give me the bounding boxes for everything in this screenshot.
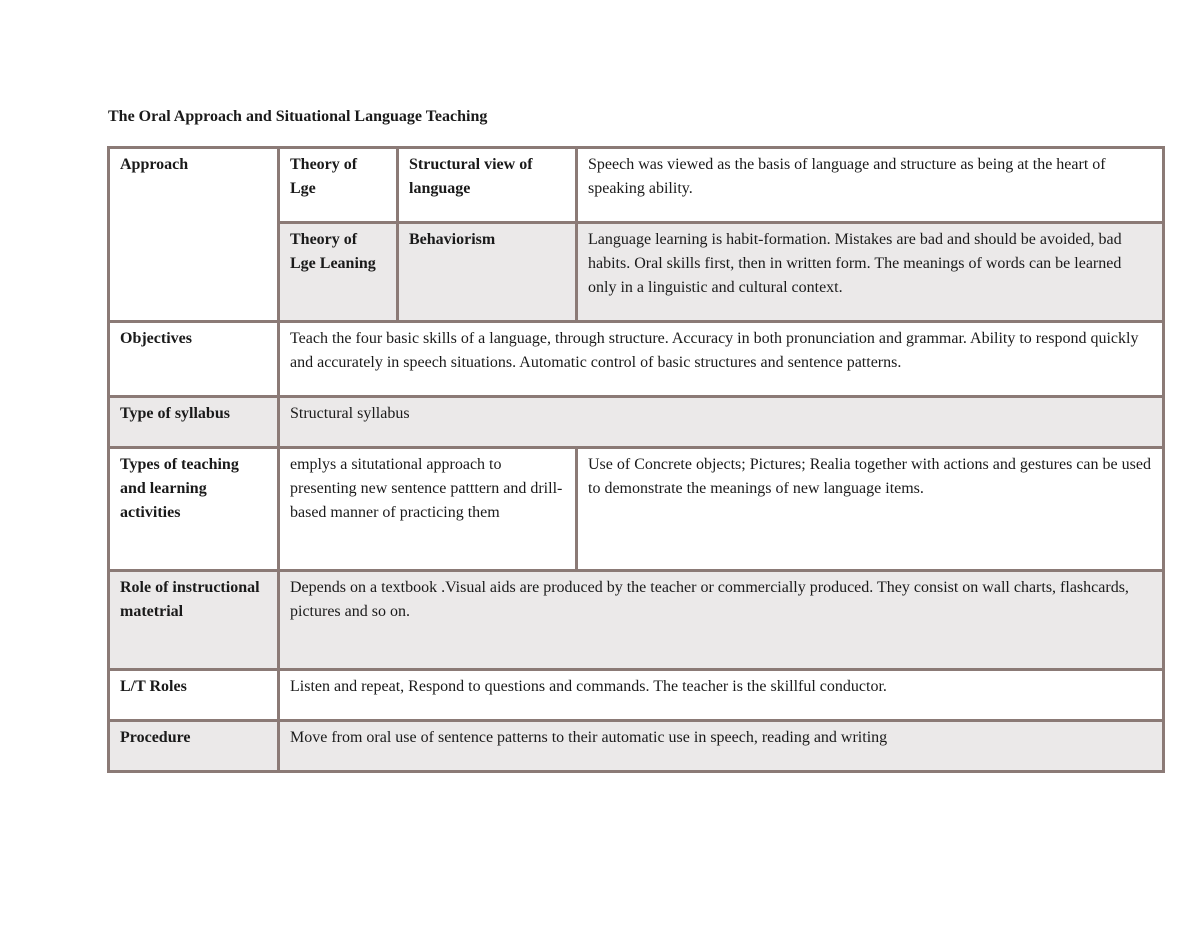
activities-approach-text: emplys a situtational approach to presenting new sentence patttern and drill- based manner of practicing them: [279, 448, 577, 571]
method-summary-table: [107, 146, 1165, 773]
theory-of-learning-label: Theory of Lge Leaning: [279, 223, 398, 322]
table-row-objectives: [109, 322, 1164, 397]
roles-label: L/T Roles: [109, 670, 279, 721]
activities-materials-text: Use of Concrete objects; Pictures; Realia together with actions and gestures can be used to demonstrate the meanings of new language items.: [577, 448, 1164, 571]
theory-of-language-description: Speech was viewed as the basis of language and structure as being at the heart of speaking ability.: [577, 148, 1164, 223]
approach-label: Approach: [109, 148, 279, 322]
behaviorism-label: Behaviorism: [398, 223, 577, 322]
syllabus-text: Structural syllabus: [279, 397, 1164, 448]
activities-label: Types of teaching and learning activities: [109, 448, 279, 571]
table-row-material: [109, 571, 1164, 670]
theory-of-learning-description: Language learning is habit-formation. Mistakes are bad and should be avoided, bad habits. Oral skills first, then in written form. The meanings of words can be learned only in a linguistic and cultural context.: [577, 223, 1164, 322]
document-title: The Oral Approach and Situational Language Teaching: [108, 108, 488, 125]
table-row-procedure: [109, 721, 1164, 772]
roles-text: Listen and repeat, Respond to questions and commands. The teacher is the skillful conductor.: [279, 670, 1164, 721]
procedure-label: Procedure: [109, 721, 279, 772]
structural-view-label: Structural view of language: [398, 148, 577, 223]
theory-of-language-label: Theory of Lge: [279, 148, 398, 223]
table-row-activities: [109, 448, 1164, 571]
table-row-syllabus: [109, 397, 1164, 448]
material-text: Depends on a textbook .Visual aids are produced by the teacher or commercially produced. They consist on wall charts, flashcards, pictures and so on.: [279, 571, 1164, 670]
syllabus-label: Type of syllabus: [109, 397, 279, 448]
table-row-approach-theory-language: [109, 148, 1164, 223]
material-label: Role of instructional matetrial: [109, 571, 279, 670]
table-row-roles: [109, 670, 1164, 721]
objectives-label: Objectives: [109, 322, 279, 397]
objectives-text: Teach the four basic skills of a language, through structure. Accuracy in both pronunciation and grammar. Ability to respond quickly and accurately in speech situations. Automatic control of basic structures and sentence patterns.: [279, 322, 1164, 397]
procedure-text: Move from oral use of sentence patterns to their automatic use in speech, reading and writing: [279, 721, 1164, 772]
